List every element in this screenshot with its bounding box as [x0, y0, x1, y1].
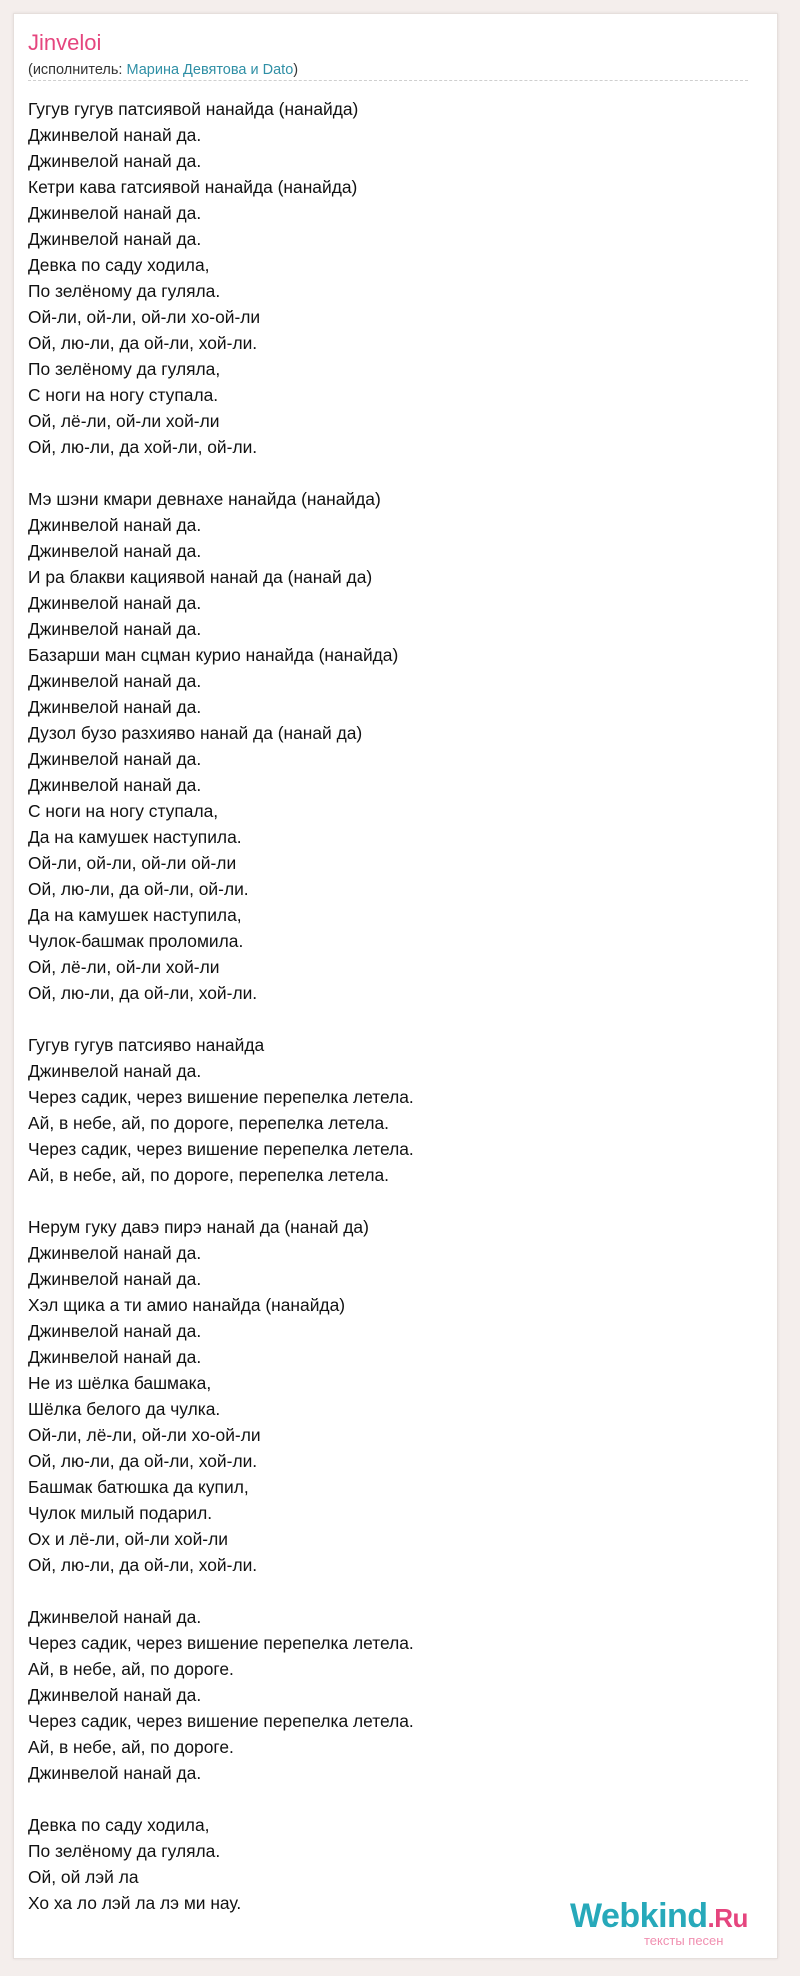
lyrics-line: Ай, в небе, ай, по дороге, перепелка летела.: [28, 1165, 389, 1185]
lyrics-line: Через садик, через вишение перепелка летела.: [28, 1139, 414, 1159]
lyrics-line: Джинвелой нанай да.: [28, 125, 202, 145]
lyrics-line: Джинвелой нанай да.: [28, 203, 202, 223]
lyrics-line: Ой, лё-ли, ой-ли хой-ли: [28, 411, 220, 431]
lyrics-line: Ой, лё-ли, ой-ли хой-ли: [28, 957, 220, 977]
song-title: Jinveloi: [28, 30, 102, 55]
lyrics-line: Джинвелой нанай да.: [28, 1269, 202, 1289]
lyrics-blank-line: [28, 1786, 748, 1812]
lyrics-line: Джинвелой нанай да.: [28, 671, 202, 691]
lyrics-line: Ой-ли, ой-ли, ой-ли хо-ой-ли: [28, 307, 261, 327]
lyrics-line: Джинвелой нанай да.: [28, 1685, 202, 1705]
lyrics-line: Джинвелой нанай да.: [28, 749, 202, 769]
lyrics-line: Через садик, через вишение перепелка летела.: [28, 1711, 414, 1731]
lyrics-line: Ой, лю-ли, да ой-ли, хой-ли.: [28, 1451, 258, 1471]
lyrics-line: Джинвелой нанай да.: [28, 151, 202, 171]
lyrics-line: С ноги на ногу ступала,: [28, 801, 219, 821]
lyrics-line: Гугув гугув патсиявой нанайда (нанайда): [28, 99, 359, 119]
lyrics-line: Джинвелой нанай да.: [28, 775, 202, 795]
lyrics-line: Ой-ли, ой-ли, ой-ли ой-ли: [28, 853, 237, 873]
lyrics-line: Джинвелой нанай да.: [28, 1763, 202, 1783]
lyrics-line: С ноги на ногу ступала.: [28, 385, 219, 405]
lyrics-line: Ой, лю-ли, да ой-ли, ой-ли.: [28, 879, 249, 899]
lyrics-line: Чулок-башмак проломила.: [28, 931, 244, 951]
lyrics-line: Джинвелой нанай да.: [28, 1347, 202, 1367]
lyrics-line: Кетри кава гатсиявой нанайда (нанайда): [28, 177, 358, 197]
lyrics-line: Ой, лю-ли, да ой-ли, хой-ли.: [28, 983, 258, 1003]
lyrics-line: Ай, в небе, ай, по дороге, перепелка летела.: [28, 1113, 389, 1133]
performer-link[interactable]: Марина Девятова и Dato: [126, 62, 294, 78]
webkind-logo[interactable]: [570, 1896, 780, 1956]
lyrics-line: Шёлка белого да чулка.: [28, 1399, 221, 1419]
lyrics-line: Ох и лё-ли, ой-ли хой-ли: [28, 1529, 228, 1549]
lyrics-line: Джинвелой нанай да.: [28, 1243, 202, 1263]
lyrics-line: Хэл щика а ти амио нанайда (нанайда): [28, 1295, 346, 1315]
lyrics-line: Ой, ой лэй ла: [28, 1867, 139, 1887]
lyrics-line: Башмак батюшка да купил,: [28, 1477, 249, 1497]
lyrics-line: По зелёному да гуляла.: [28, 1841, 221, 1861]
lyrics-blank-line: [28, 1188, 748, 1214]
lyrics-line: Джинвелой нанай да.: [28, 697, 202, 717]
lyrics-line: Не из шёлка башмака,: [28, 1373, 212, 1393]
lyrics-line: Через садик, через вишение перепелка летела.: [28, 1633, 414, 1653]
lyrics-line: Дузол бузо разхияво нанай да (нанай да): [28, 723, 363, 743]
lyrics-line: Девка по саду ходила,: [28, 1815, 210, 1835]
lyrics-blank-line: [28, 460, 748, 486]
lyrics-line: Ой, лю-ли, да ой-ли, хой-ли.: [28, 333, 258, 353]
logo-main-text: Webkind: [570, 1897, 708, 1935]
lyrics-line: Джинвелой нанай да.: [28, 515, 202, 535]
lyrics-line: Джинвелой нанай да.: [28, 1607, 202, 1627]
lyrics-line: Джинвелой нанай да.: [28, 593, 202, 613]
lyrics-line: Гугув гугув патсияво нанайда: [28, 1035, 265, 1055]
lyrics-line: Через садик, через вишение перепелка летела.: [28, 1087, 414, 1107]
performer-suffix: ): [293, 62, 299, 78]
lyrics-line: Джинвелой нанай да.: [28, 1061, 202, 1081]
lyrics-line: По зелёному да гуляла.: [28, 281, 221, 301]
lyrics-line: По зелёному да гуляла,: [28, 359, 221, 379]
logo-suffix-text: .Ru: [707, 1903, 748, 1933]
lyrics-line: Девка по саду ходила,: [28, 255, 210, 275]
lyrics-line: Ой, лю-ли, да хой-ли, ой-ли.: [28, 437, 258, 457]
logo-tagline: тексты песен: [644, 1933, 724, 1948]
header-divider: [28, 80, 748, 81]
lyrics-blank-line: [28, 1006, 748, 1032]
performer-prefix: (исполнитель:: [28, 62, 127, 78]
lyrics-line: Джинвелой нанай да.: [28, 1321, 202, 1341]
lyrics-line: Да на камушек наступила.: [28, 827, 242, 847]
lyrics-line: Ай, в небе, ай, по дороге.: [28, 1659, 234, 1679]
lyrics-line: Хо ха ло лэй ла лэ ми нау.: [28, 1893, 242, 1913]
lyrics-line: Ай, в небе, ай, по дороге.: [28, 1737, 234, 1757]
lyrics-line: И ра блакви кациявой нанай да (нанай да): [28, 567, 373, 587]
lyrics-line: Чулок милый подарил.: [28, 1503, 213, 1523]
lyrics-line: Ой, лю-ли, да ой-ли, хой-ли.: [28, 1555, 258, 1575]
lyrics-line: Да на камушек наступила,: [28, 905, 242, 925]
lyrics-line: Джинвелой нанай да.: [28, 229, 202, 249]
lyrics-text: [28, 96, 748, 1916]
lyrics-line: Джинвелой нанай да.: [28, 541, 202, 561]
lyrics-line: Нерум гуку давэ пирэ нанай да (нанай да): [28, 1217, 369, 1237]
lyrics-blank-line: [28, 1578, 748, 1604]
logo-wordmark: [570, 1896, 748, 1938]
lyrics-line: Джинвелой нанай да.: [28, 619, 202, 639]
performer-line: [28, 61, 298, 79]
lyrics-line: Базарши ман сцман курио нанайда (нанайда): [28, 645, 399, 665]
lyrics-line: Мэ шэни кмари девнахе нанайда (нанайда): [28, 489, 381, 509]
lyrics-line: Ой-ли, лё-ли, ой-ли хо-ой-ли: [28, 1425, 261, 1445]
